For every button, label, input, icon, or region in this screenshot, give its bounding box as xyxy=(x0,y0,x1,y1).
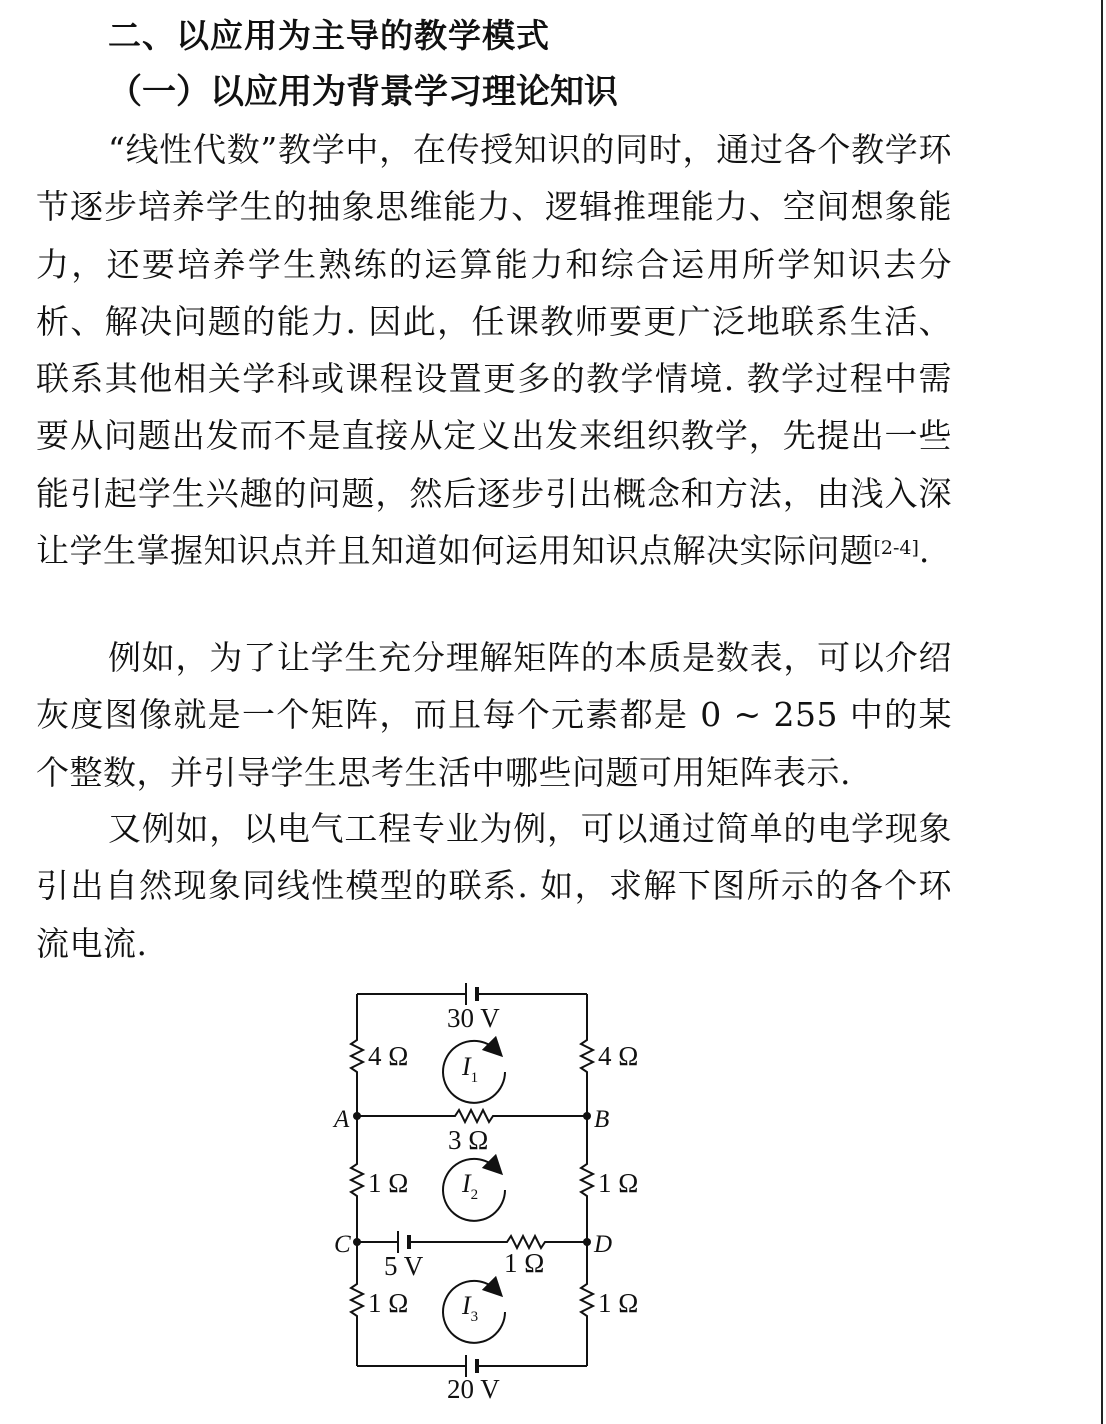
label-node-a: A xyxy=(334,1106,350,1133)
label-loop1 xyxy=(461,1052,478,1086)
label-cd-1ohm: 1 Ω xyxy=(504,1248,545,1278)
label-left-bot-1ohm: 1 Ω xyxy=(368,1288,409,1318)
label-left-top-4ohm: 4 Ω xyxy=(368,1041,409,1071)
paragraph-2: 例如，为了让学生充分理解矩阵的本质是数表，可以介绍灰度图像就是一个矩阵，而且每个元素都是 0 ~ 255 中的某个整数，并引导学生思考生活中哪些问题可用矩阵表示. xyxy=(36,638,952,792)
paragraph-1 xyxy=(36,121,952,579)
label-3ohm: 3 Ω xyxy=(448,1125,489,1155)
paragraph-3: 又例如，以电气工程专业为例，可以通过简单的电学现象引出自然现象同线性模型的联系. 如，求解下图所示的各个环流电流. xyxy=(36,809,952,963)
subsection-heading: （一）以应用为背景学习理论知识 xyxy=(108,72,618,112)
label-30v: 30 V xyxy=(447,1003,500,1033)
citation-ref[interactable]: [2-4] xyxy=(873,537,919,560)
wire-left xyxy=(351,994,363,1366)
label-node-b: B xyxy=(594,1106,610,1133)
label-node-c: C xyxy=(334,1231,351,1258)
label-loop3-sub: 3 xyxy=(470,1309,479,1325)
wire-cd xyxy=(357,1236,587,1248)
node-b-dot xyxy=(583,1112,591,1120)
node-a-dot xyxy=(353,1112,361,1120)
label-loop3 xyxy=(461,1291,478,1325)
label-loop3-letter: I xyxy=(462,1291,471,1320)
node-d-dot xyxy=(583,1238,591,1246)
paragraph-1-text: “线性代数”教学中，在传授知识的同时，通过各个教学环节逐步培养学生的抽象思维能力、逻辑推理能力、空间想象能力，还要培养学生熟练的运算能力和综合运用所学知识去分析、解决问题的能力. 因此，任课教师要更广泛地联系生活、联系其他相关学科或课程设置更多的教学情境. 教学过程中需要从问题出发而不是直接从定义出发来组织教学，先提出一些能引起学生兴趣的问题，然后逐步引出概念和方法，由浅入深让学生掌握知识点并且知道如何运用知识点解决实际问题 xyxy=(36,130,952,571)
loop-2-arrow xyxy=(443,1159,505,1221)
loop-1-arrow xyxy=(443,1041,505,1103)
paragraph-1-end: . xyxy=(918,531,930,571)
node-c-dot xyxy=(353,1238,361,1246)
label-loop1-letter: I xyxy=(462,1052,471,1081)
label-loop1-sub: 1 xyxy=(470,1070,479,1086)
label-right-bot-1ohm: 1 Ω xyxy=(598,1288,639,1318)
section-heading: 二、以应用为主导的教学模式 xyxy=(108,16,550,55)
label-left-mid-1ohm: 1 Ω xyxy=(368,1168,409,1198)
label-20v: 20 V xyxy=(447,1374,500,1404)
loop-3-arrow xyxy=(443,1281,505,1343)
label-5v: 5 V xyxy=(384,1251,424,1281)
wire-right xyxy=(581,994,593,1366)
label-loop2 xyxy=(461,1169,478,1203)
label-node-d: D xyxy=(594,1231,613,1258)
label-right-mid-1ohm: 1 Ω xyxy=(598,1168,639,1198)
page-border xyxy=(1101,0,1103,1424)
label-right-top-4ohm: 4 Ω xyxy=(598,1041,639,1071)
label-loop2-letter: I xyxy=(462,1169,471,1198)
label-loop2-sub: 2 xyxy=(470,1187,479,1203)
wire-ab xyxy=(357,1110,587,1122)
